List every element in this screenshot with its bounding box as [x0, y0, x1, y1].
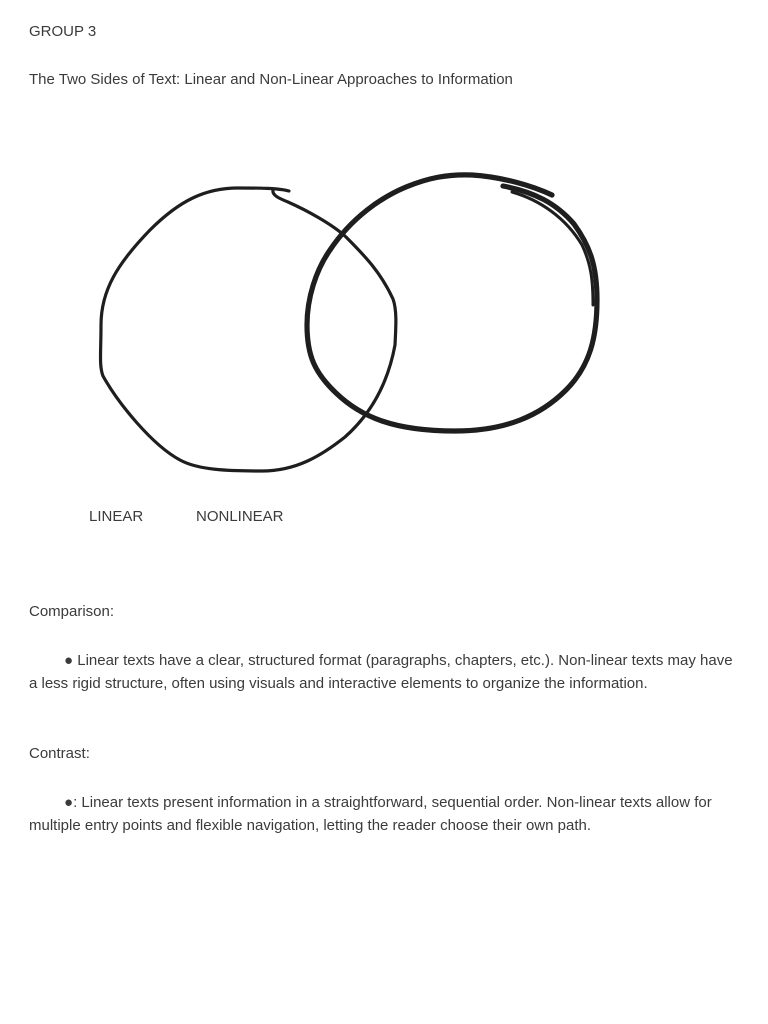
venn-diagram [0, 140, 768, 500]
bullet-icon: ● [64, 794, 74, 811]
nonlinear-circle-inner-stroke [512, 192, 593, 305]
document-title: The Two Sides of Text: Linear and Non-Linear Approaches to Information [29, 71, 513, 88]
contrast-heading: Contrast: [29, 745, 90, 762]
contrast-text: : Linear texts present information in a straightforward, sequential order. Non-linear texts allow for multiple entry points and flexible navigation, letting the reader choose their own path. [29, 794, 712, 834]
venn-label-nonlinear: NONLINEAR [196, 508, 284, 525]
venn-label-linear: LINEAR [89, 508, 144, 525]
comparison-text: Linear texts have a clear, structured format (paragraphs, chapters, etc.). Non-linear texts may have a less rigid structure, often using visuals and interactive elements to organize the information. [29, 652, 733, 692]
comparison-heading: Comparison: [29, 603, 115, 620]
bullet-icon: ● [64, 652, 74, 669]
linear-circle [101, 188, 396, 471]
comparison-paragraph [29, 649, 744, 695]
group-label: GROUP 3 [29, 23, 97, 40]
contrast-paragraph [29, 791, 744, 837]
